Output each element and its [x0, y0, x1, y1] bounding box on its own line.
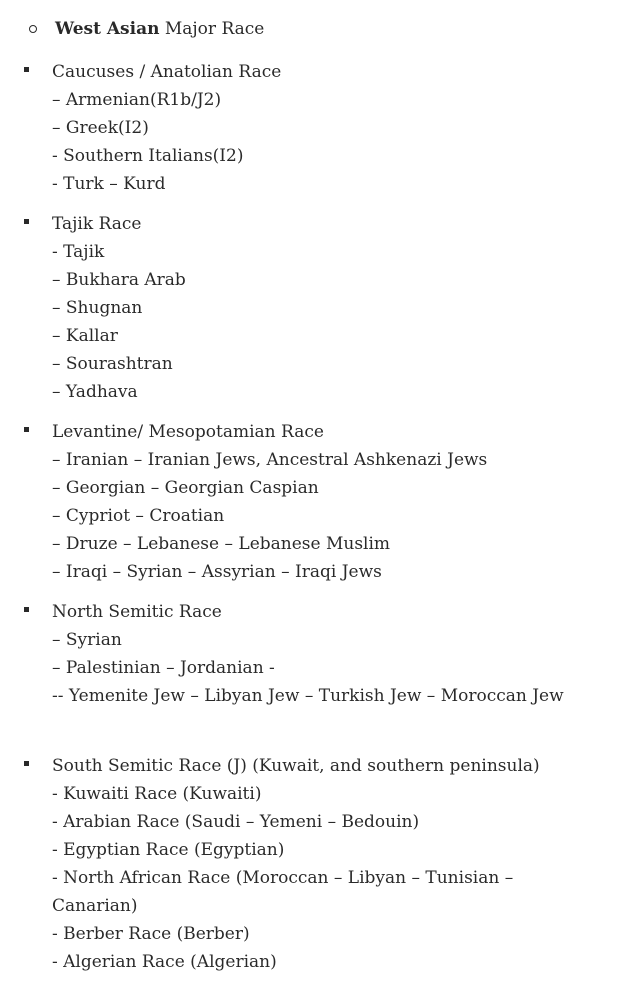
sub-item-title: Tajik Race — [52, 214, 142, 234]
sub-item-line: - Southern Italians(I2) — [52, 146, 244, 166]
sub-item-line: - Arabian Race (Saudi – Yemeni – Bedouin) — [52, 812, 420, 832]
sub-item-title: Levantine/ Mesopotamian Race — [52, 422, 324, 442]
sub-item-title: North Semitic Race — [52, 602, 222, 622]
sub-list-item-tajik — [52, 210, 572, 406]
sub-item-line: – Sourashtran — [52, 354, 173, 374]
sub-item-line: - Egyptian Race (Egyptian) — [52, 840, 285, 860]
circle-bullet-icon — [29, 25, 37, 33]
sub-item-line: -- Yemenite Jew – Libyan Jew – Turkish Jew – Moroccan Jew — [52, 686, 564, 706]
sub-item-line: – Bukhara Arab — [52, 270, 186, 290]
sub-item-line: – Palestinian – Jordanian - — [52, 658, 275, 678]
sub-list-item-north-semitic — [52, 598, 572, 710]
square-bullet-icon — [24, 427, 29, 432]
sub-list-item-caucuses — [52, 58, 572, 198]
sub-item-title: Caucuses / Anatolian Race — [52, 62, 282, 82]
sub-list-item-levantine — [52, 418, 572, 586]
sub-item-line: – Greek(I2) — [52, 118, 149, 138]
top-list-line — [29, 17, 619, 41]
sub-item-line: – Syrian — [52, 630, 122, 650]
sub-item-line: – Armenian(R1b/J2) — [52, 90, 222, 110]
square-bullet-icon — [24, 761, 29, 766]
sub-item-line: - Algerian Race (Algerian) — [52, 952, 277, 972]
top-list-item — [29, 17, 619, 41]
top-item-text: Major Race — [159, 19, 265, 39]
sub-list-item-south-semitic — [52, 752, 572, 976]
sub-item-line: – Georgian – Georgian Caspian — [52, 478, 319, 498]
sub-item-line: – Iranian – Iranian Jews, Ancestral Ashkenazi Jews — [52, 450, 488, 470]
square-bullet-icon — [24, 219, 29, 224]
sub-item-line: - Kuwaiti Race (Kuwaiti) — [52, 784, 262, 804]
sub-item-line: - Tajik — [52, 242, 105, 262]
sub-item-line: – Shugnan — [52, 298, 143, 318]
sub-item-title: South Semitic Race (J) (Kuwait, and southern peninsula) — [52, 756, 540, 776]
top-item-bold-text: West Asian — [55, 19, 160, 39]
square-bullet-icon — [24, 67, 29, 72]
sub-item-line: – Iraqi – Syrian – Assyrian – Iraqi Jews — [52, 562, 382, 582]
sub-item-line: - North African Race (Moroccan – Libyan – Tunisian – Canarian) — [52, 868, 514, 916]
sub-item-line: – Yadhava — [52, 382, 138, 402]
sub-item-line: - Turk – Kurd — [52, 174, 166, 194]
square-bullet-icon — [24, 607, 29, 612]
sub-item-line: - Berber Race (Berber) — [52, 924, 250, 944]
sub-item-line: – Druze – Lebanese – Lebanese Muslim — [52, 534, 391, 554]
sub-item-line: – Kallar — [52, 326, 118, 346]
sub-item-line: – Cypriot – Croatian — [52, 506, 225, 526]
